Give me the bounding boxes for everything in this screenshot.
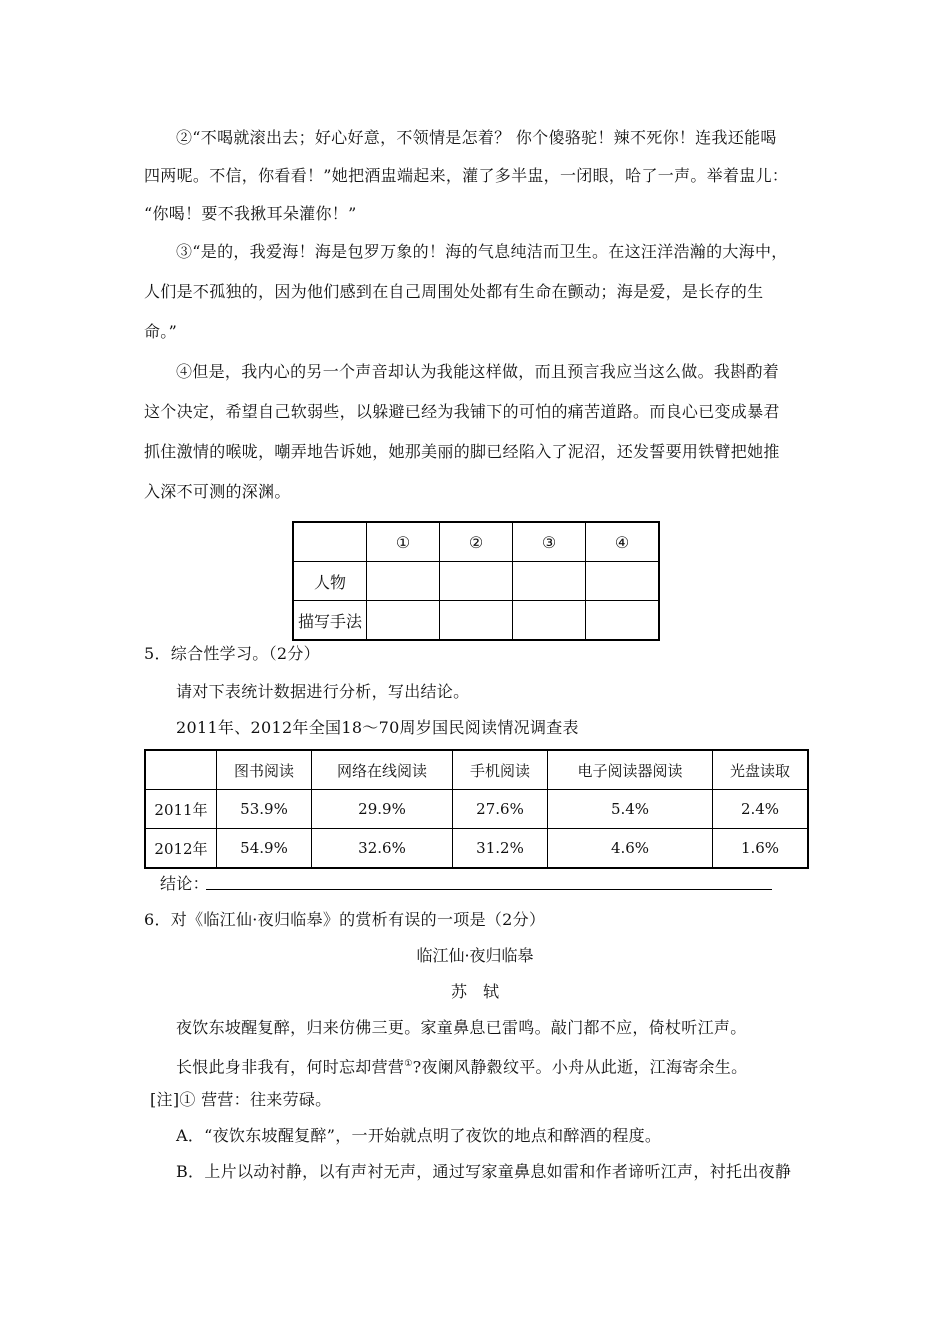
table-cell: ③ bbox=[513, 522, 586, 562]
option-b: B．上片以动衬静，以有声衬无声，通过写家童鼻息如雷和作者谛听江声，衬托出夜静 bbox=[176, 1162, 792, 1181]
table-cell: 电子阅读器阅读 bbox=[548, 750, 713, 790]
poem-title: 临江仙·夜归临皋 bbox=[416, 946, 534, 965]
question-6-title: 6．对《临江仙·夜归临皋》的赏析有误的一项是（2分） bbox=[144, 910, 546, 929]
table-cell: 31.2% bbox=[453, 829, 548, 869]
table-cell: 29.9% bbox=[312, 790, 453, 829]
table-cell: ② bbox=[440, 522, 513, 562]
passage-3-line-3: 命。” bbox=[144, 322, 178, 341]
table-cell: 图书阅读 bbox=[217, 750, 312, 790]
table-cell: 54.9% bbox=[217, 829, 312, 869]
answer-cell[interactable] bbox=[513, 562, 586, 601]
question-5-instruction: 请对下表统计数据进行分析，写出结论。 bbox=[176, 682, 470, 701]
table-cell: 人物 bbox=[293, 562, 367, 601]
passage-3-line-1: ③“是的，我爱海！海是包罗万象的！海的气息纯洁而卫生。在这汪洋浩瀚的大海中， bbox=[176, 242, 788, 261]
answer-cell[interactable] bbox=[586, 601, 660, 641]
answer-cell[interactable] bbox=[440, 601, 513, 641]
table-cell: 描写手法 bbox=[293, 601, 367, 641]
reading-survey-table bbox=[144, 749, 809, 869]
table-row bbox=[293, 562, 659, 601]
table-cell bbox=[145, 750, 217, 790]
table-row bbox=[293, 522, 659, 562]
survey-table-title: 2011年、2012年全国18～70周岁国民阅读情况调查表 bbox=[176, 718, 579, 737]
passage-2-line-3: “你喝！要不我揪耳朵灌你！” bbox=[144, 204, 357, 223]
passage-4-line-2: 这个决定，希望自己软弱些，以躲避已经为我铺下的可怕的痛苦道路。而良心已变成暴君 bbox=[144, 402, 780, 421]
table-cell: 5.4% bbox=[548, 790, 713, 829]
table-cell: 27.6% bbox=[453, 790, 548, 829]
table-cell: 2011年 bbox=[145, 790, 217, 829]
conclusion-answer-line[interactable] bbox=[206, 889, 772, 890]
table-cell: 光盘读取 bbox=[713, 750, 809, 790]
poem-note: [注]① 营营：往来劳碌。 bbox=[150, 1090, 332, 1109]
passage-4-line-1: ④但是，我内心的另一个声音却认为我能这样做，而且预言我应当这么做。我斟酌着 bbox=[176, 362, 780, 381]
table-cell: 53.9% bbox=[217, 790, 312, 829]
poem-line-2 bbox=[176, 1054, 747, 1077]
answer-cell[interactable] bbox=[586, 562, 660, 601]
conclusion-label: 结论： bbox=[160, 874, 209, 893]
table-cell: 2012年 bbox=[145, 829, 217, 869]
passage-4-line-3: 抓住激情的喉咙，嘲弄地告诉她，她那美丽的脚已经陷入了泥沼，还发誓要用铁臂把她推 bbox=[144, 442, 780, 461]
answer-cell[interactable] bbox=[367, 562, 440, 601]
table-cell: 32.6% bbox=[312, 829, 453, 869]
table-cell: 2.4% bbox=[713, 790, 809, 829]
table-cell: ④ bbox=[586, 522, 660, 562]
footnote-marker: ① bbox=[404, 1059, 413, 1069]
table-cell: ① bbox=[367, 522, 440, 562]
passage-4-line-4: 入深不可测的深渊。 bbox=[144, 482, 291, 501]
option-a: A．“夜饮东坡醒复醉”，一开始就点明了夜饮的地点和醉酒的程度。 bbox=[176, 1126, 662, 1145]
table-cell: 网络在线阅读 bbox=[312, 750, 453, 790]
answer-cell[interactable] bbox=[367, 601, 440, 641]
poem-line-1: 夜饮东坡醒复醉，归来仿佛三更。家童鼻息已雷鸣。敲门都不应，倚杖听江声。 bbox=[176, 1018, 747, 1037]
table-cell: 1.6% bbox=[713, 829, 809, 869]
answer-cell[interactable] bbox=[513, 601, 586, 641]
poem-line-2-b: ?夜阑风静縠纹平。小舟从此逝，江海寄余生。 bbox=[412, 1057, 748, 1077]
passage-3-line-2: 人们是不孤独的，因为他们感到在自己周围处处都有生命在颤动；海是爱，是长存的生 bbox=[144, 282, 764, 301]
poem-author: 苏 轼 bbox=[450, 982, 499, 1001]
character-description-table bbox=[292, 521, 660, 641]
table-row bbox=[145, 790, 808, 829]
table-cell bbox=[293, 522, 367, 562]
table-cell: 手机阅读 bbox=[453, 750, 548, 790]
table-cell: 4.6% bbox=[548, 829, 713, 869]
question-5-title: 5．综合性学习。（2分） bbox=[144, 644, 320, 663]
table-row bbox=[293, 601, 659, 641]
table-row bbox=[145, 829, 808, 869]
poem-line-2-a: 长恨此身非我有，何时忘却营营 bbox=[176, 1057, 405, 1077]
table-row bbox=[145, 750, 808, 790]
passage-2-line-2: 四两呢。不信，你看看！”她把酒盅端起来，灌了多半盅，一闭眼，哈了一声。举着盅儿： bbox=[144, 166, 789, 185]
answer-cell[interactable] bbox=[440, 562, 513, 601]
passage-2-line-1: ②“不喝就滚出去；好心好意，不领情是怎着？ 你个傻骆驼！辣不死你！连我还能喝 bbox=[176, 128, 777, 147]
